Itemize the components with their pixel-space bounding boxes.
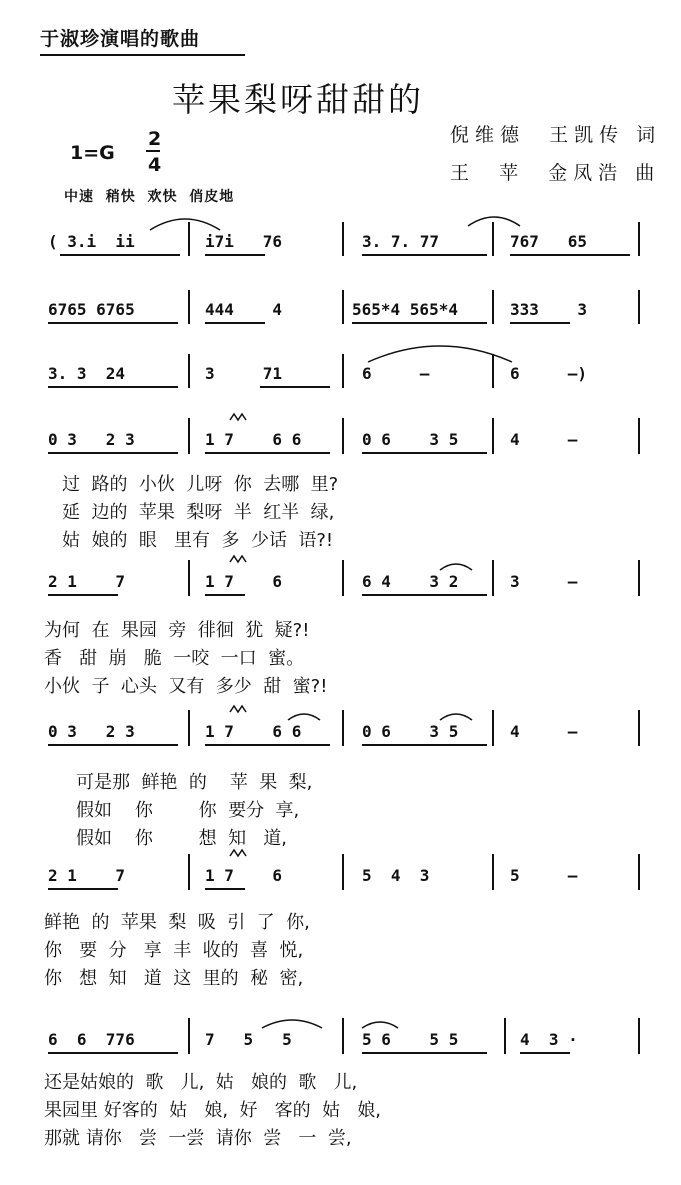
- slur: [288, 714, 320, 720]
- measure-4: 767 65: [510, 232, 588, 251]
- slur: [150, 219, 220, 230]
- song-title: 苹果梨呀甜甜的: [172, 80, 424, 119]
- turn-ornament-icon: [230, 414, 246, 420]
- measure-21: 0 3 2 3: [48, 722, 135, 741]
- tempo-marking: 中速 稍快 欢快 俏皮地: [64, 189, 235, 205]
- measure-27: 5 4 3: [362, 866, 430, 885]
- lyricist-credit: 倪维德 王凯传 词: [450, 124, 662, 146]
- lyric-line-2: 你 要 分 享 丰 收的 喜 悦,: [44, 940, 304, 961]
- measure-28: 5 —: [510, 866, 578, 885]
- measure-7: 565*4 565*4: [352, 300, 458, 319]
- measure-17: 2 1 7: [48, 572, 126, 591]
- lyric-line-1: 还是姑娘的 歌 儿, 姑 娘的 歌 儿,: [44, 1072, 358, 1093]
- time-signature-bottom: 4: [148, 154, 162, 176]
- measure-6: 444 4: [205, 300, 283, 319]
- measure-11: 6 —: [362, 364, 430, 383]
- measure-24: 4 —: [510, 722, 578, 741]
- measure-32: 4 3 ·: [520, 1030, 578, 1049]
- lyric-line-1: 鲜艳 的 苹果 梨 吸 引 了 你,: [44, 912, 310, 933]
- lyric-line-1: 为何 在 果园 旁 徘徊 犹 疑?!: [44, 620, 310, 641]
- measure-16: 4 —: [510, 430, 578, 449]
- lyric-line-2: 香 甜 崩 脆 一咬 一口 蜜。: [44, 648, 305, 669]
- measure-10: 3 71: [205, 364, 283, 383]
- tie: [368, 346, 512, 362]
- turn-ornament-icon: [230, 850, 246, 856]
- slur: [440, 564, 472, 570]
- measure-29: 6 6 776: [48, 1030, 135, 1049]
- measure-22: 1 7 6 6: [205, 722, 302, 741]
- measure-8: 333 3: [510, 300, 588, 319]
- measure-15: 0 6 3 5: [362, 430, 459, 449]
- lyric-line-3: 姑 娘的 眼 里有 多 少话 语?!: [62, 530, 334, 551]
- lyric-line-2: 假如 你 你 要分 享,: [76, 800, 300, 821]
- composer-credit: 王 苹 金凤浩 曲: [450, 162, 661, 184]
- measure-2: i7i 76: [205, 232, 283, 251]
- measure-12: 6 —): [510, 364, 588, 383]
- measure-14: 1 7 6 6: [205, 430, 302, 449]
- measure-3: 3. 7. 77: [362, 232, 440, 251]
- measure-5: 6765 6765: [48, 300, 135, 319]
- turn-ornament-icon: [230, 556, 246, 562]
- measure-9: 3. 3 24: [48, 364, 126, 383]
- measure-18: 1 7 6: [205, 572, 283, 591]
- lyric-line-1: 过 路的 小伙 儿呀 你 去哪 里?: [62, 474, 339, 495]
- measure-25: 2 1 7: [48, 866, 126, 885]
- slur: [262, 1020, 322, 1028]
- measure-20: 3 —: [510, 572, 578, 591]
- lyric-line-1: 可是那 鲜艳 的 苹 果 梨,: [76, 772, 313, 793]
- category-label: 于淑珍演唱的歌曲: [40, 28, 201, 50]
- lyric-line-3: 那就 请你 尝 一尝 请你 尝 一 尝,: [44, 1128, 352, 1149]
- key-signature: 1=G: [70, 142, 115, 164]
- turn-ornament-icon: [230, 706, 246, 712]
- measure-19: 6 4 3 2: [362, 572, 459, 591]
- measure-31: 5 6 5 5: [362, 1030, 459, 1049]
- measure-23: 0 6 3 5: [362, 722, 459, 741]
- lyric-line-2: 果园里 好客的 姑 娘, 好 客的 姑 娘,: [44, 1100, 381, 1121]
- lyric-line-3: 小伙 子 心头 又有 多少 甜 蜜?!: [44, 676, 328, 697]
- lyric-line-2: 延 边的 苹果 梨呀 半 红半 绿,: [62, 502, 335, 523]
- lyric-line-3: 你 想 知 道 这 里的 秘 密,: [44, 968, 304, 989]
- time-signature-top: 2: [148, 128, 162, 150]
- slur: [362, 1022, 398, 1028]
- measure-1: ( 3.i ii: [48, 232, 135, 251]
- measure-30: 7 5 5: [205, 1030, 292, 1049]
- slur: [440, 714, 472, 720]
- measure-13: 0 3 2 3: [48, 430, 135, 449]
- slur: [468, 217, 520, 226]
- lyric-line-3: 假如 你 想 知 道,: [76, 828, 287, 849]
- measure-26: 1 7 6: [205, 866, 283, 885]
